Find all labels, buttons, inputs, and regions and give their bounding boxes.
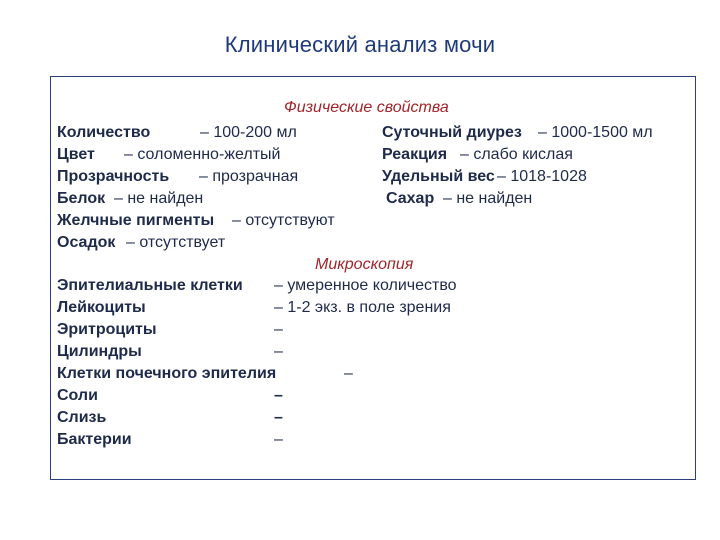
daily-diuresis-label: Суточный диурез xyxy=(382,124,522,141)
mucus-label: Слизь xyxy=(57,409,107,426)
bile-pigments-label: Желчные пигменты xyxy=(57,212,215,229)
quantity-value: – 100-200 мл xyxy=(200,124,297,141)
leukocytes-label: Лейкоциты xyxy=(57,299,146,316)
microscopy-heading: Микроскопия xyxy=(315,256,414,273)
erythrocytes-label: Эритроциты xyxy=(57,321,157,338)
cylinders-value: – xyxy=(274,343,283,360)
color-label: Цвет xyxy=(57,146,95,163)
cylinders-label: Цилиндры xyxy=(57,343,142,360)
bacteria-label: Бактерии xyxy=(57,431,132,448)
salts-value: – xyxy=(274,387,283,404)
sugar-value: – не найден xyxy=(443,190,533,207)
epithelial-cells-label: Эпителиальные клетки xyxy=(57,277,243,294)
protein-label: Белок xyxy=(57,190,106,207)
specific-gravity-label: Удельный вес xyxy=(382,168,495,185)
reaction-label: Реакция xyxy=(382,146,448,163)
bacteria-value: – xyxy=(274,431,283,448)
renal-epithelium-label: Клетки почечного эпителия xyxy=(57,365,277,382)
salts-label: Соли xyxy=(57,387,98,404)
bile-pigments-value: – отсутствуют xyxy=(232,212,335,229)
epithelial-cells-value: – умеренное количество xyxy=(274,277,457,294)
protein-value: – не найден xyxy=(114,190,204,207)
leukocytes-value: – 1-2 экз. в поле зрения xyxy=(274,299,451,316)
transparency-label: Прозрачность xyxy=(57,168,170,185)
sugar-label: Сахар xyxy=(386,190,435,207)
page-title: Клинический анализ мочи xyxy=(224,32,496,57)
physical-properties-heading: Физические свойства xyxy=(284,99,449,116)
quantity-label: Количество xyxy=(57,124,151,141)
sediment-value: – отсутствует xyxy=(126,234,226,251)
color-value: – соломенно-желтый xyxy=(124,146,281,163)
sediment-label: Осадок xyxy=(57,234,116,251)
mucus-value: – xyxy=(274,409,283,426)
daily-diuresis-value: – 1000-1500 мл xyxy=(538,124,653,141)
erythrocytes-value: – xyxy=(274,321,283,338)
reaction-value: – слабо кислая xyxy=(460,146,573,163)
renal-epithelium-value: – xyxy=(344,365,353,382)
specific-gravity-value: – 1018-1028 xyxy=(497,168,587,185)
transparency-value: – прозрачная xyxy=(199,168,299,185)
